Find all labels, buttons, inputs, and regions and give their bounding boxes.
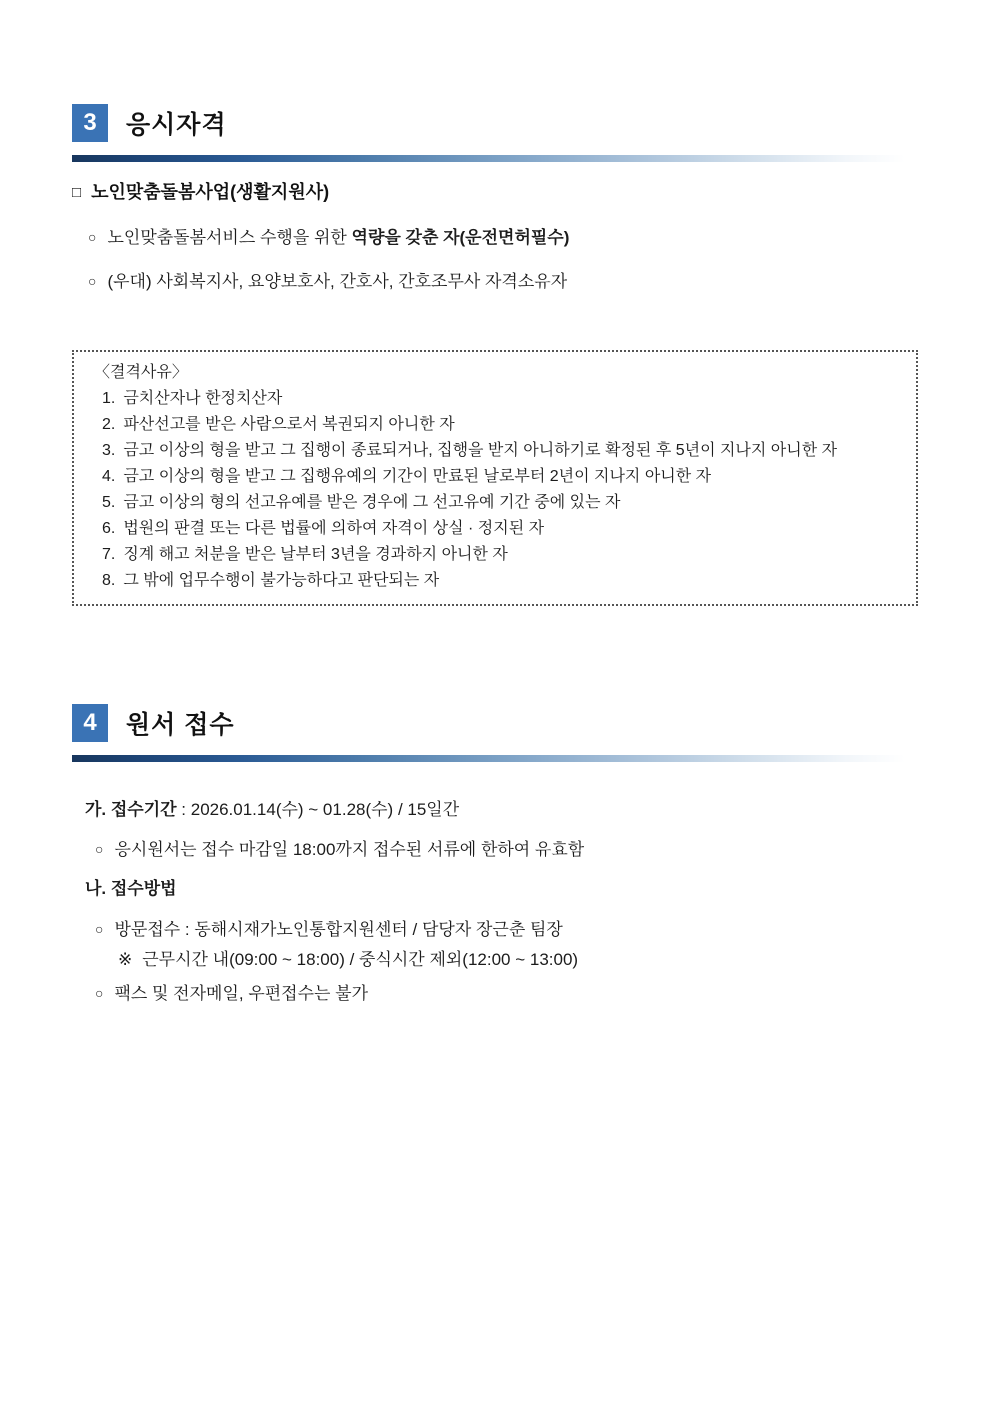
section-3-title: 응시자격 [126,111,227,139]
circle-bullet-icon: ○ [88,273,97,289]
visit-reception-bullet [72,918,920,942]
subsection-label: 노인맞춤돌봄사업(생활지원사) [91,182,330,202]
reception-method-label: 나. 접수방법 [85,879,177,898]
disqualification-item [94,412,910,438]
disqualification-item-number: 2. [102,416,116,433]
reception-period-value: 2026.01.14(수) ~ 01.28(수) / 15일간 [190,800,460,819]
reception-period-row [72,798,920,822]
section-3-divider-gradient [72,155,905,162]
disqualification-item [94,464,910,490]
document-content [0,104,992,1006]
disqualification-item [94,516,910,542]
working-hours-text: 근무시간 내(09:00 ~ 18:00) / 중식시간 제외(12:00 ~ 13:00) [142,950,579,969]
reference-mark-icon: ※ [118,950,133,969]
fax-reception-bullet [72,982,920,1006]
disqualification-item-text: 금고 이상의 형의 선고유예를 받은 경우에 그 선고유예 기간 중에 있는 자 [123,494,621,511]
section-4-number-badge: 4 [72,704,108,742]
qualification-bullet-1-text: 노인맞춤돌봄서비스 수행을 위한 [107,228,352,247]
disqualification-item-number: 7. [102,546,116,563]
disqualification-box [72,350,918,606]
validity-bullet-text: 응시원서는 접수 마감일 18:00까지 접수된 서류에 한하여 유효함 [114,840,585,859]
qualification-bullet-1-bold: 역량을 갖춘 자(운전면허필수) [351,228,570,247]
disqualification-item [94,542,910,568]
qualification-bullet-2 [72,270,920,294]
section-4-divider-gradient [72,755,905,762]
qualification-bullet-2-text: (우대) 사회복지사, 요양보호사, 간호사, 간호조무사 자격소유자 [107,272,568,291]
circle-bullet-icon: ○ [95,921,104,937]
reception-period-label: 가. 접수기간 [85,800,177,819]
section-4-header-row [72,704,920,742]
reception-method-row [72,877,920,901]
circle-bullet-icon: ○ [88,229,97,245]
disqualification-item-number: 8. [102,572,116,589]
disqualification-box-title: 〈결격사유〉 [94,364,188,381]
section-4-title: 원서 접수 [126,711,235,739]
reception-period-separator: : [176,800,191,819]
disqualification-item-text: 법원의 판결 또는 다른 법률에 의하여 자격이 상실 · 정지된 자 [123,520,545,537]
visit-reception-text: 방문접수 : 동해시재가노인통합지원센터 / 담당자 장근춘 팀장 [114,920,563,939]
section-4-header [72,704,920,762]
square-bullet-icon: □ [72,184,82,201]
subsection-elderly-care [72,180,920,206]
working-hours-note [72,948,920,972]
disqualification-item [94,568,910,594]
fax-reception-text: 팩스 및 전자메일, 우편접수는 불가 [114,984,368,1003]
section-3-header [72,104,920,162]
disqualification-item [94,438,910,464]
disqualification-item [94,386,910,412]
disqualification-item-text: 금치산자나 한정치산자 [123,390,283,407]
disqualification-item [94,490,910,516]
section-3-number-badge: 3 [72,104,108,142]
circle-bullet-icon: ○ [95,841,104,857]
disqualification-item-text: 그 밖에 업무수행이 불가능하다고 판단되는 자 [123,572,440,589]
circle-bullet-icon: ○ [95,985,104,1001]
disqualification-item-text: 금고 이상의 형을 받고 그 집행이 종료되거나, 집행을 받지 아니하기로 확정된 후 5년이 지나지 아니한 자 [123,442,838,459]
disqualification-item-text: 파산선고를 받은 사람으로서 복권되지 아니한 자 [123,416,455,433]
disqualification-item-number: 4. [102,468,116,485]
disqualification-item-text: 징계 해고 처분을 받은 날부터 3년을 경과하지 아니한 자 [123,546,508,563]
disqualification-item-number: 6. [102,520,116,537]
section-3-header-row [72,104,920,142]
disqualification-item-number: 5. [102,494,116,511]
disqualification-item-number: 3. [102,442,116,459]
qualification-bullet-1 [72,226,920,250]
disqualification-item-number: 1. [102,390,116,407]
disqualification-item-text: 금고 이상의 형을 받고 그 집행유예의 기간이 만료된 날로부터 2년이 지나지 아니한 자 [123,468,712,485]
validity-bullet [72,838,920,862]
disqualification-list [94,386,910,594]
